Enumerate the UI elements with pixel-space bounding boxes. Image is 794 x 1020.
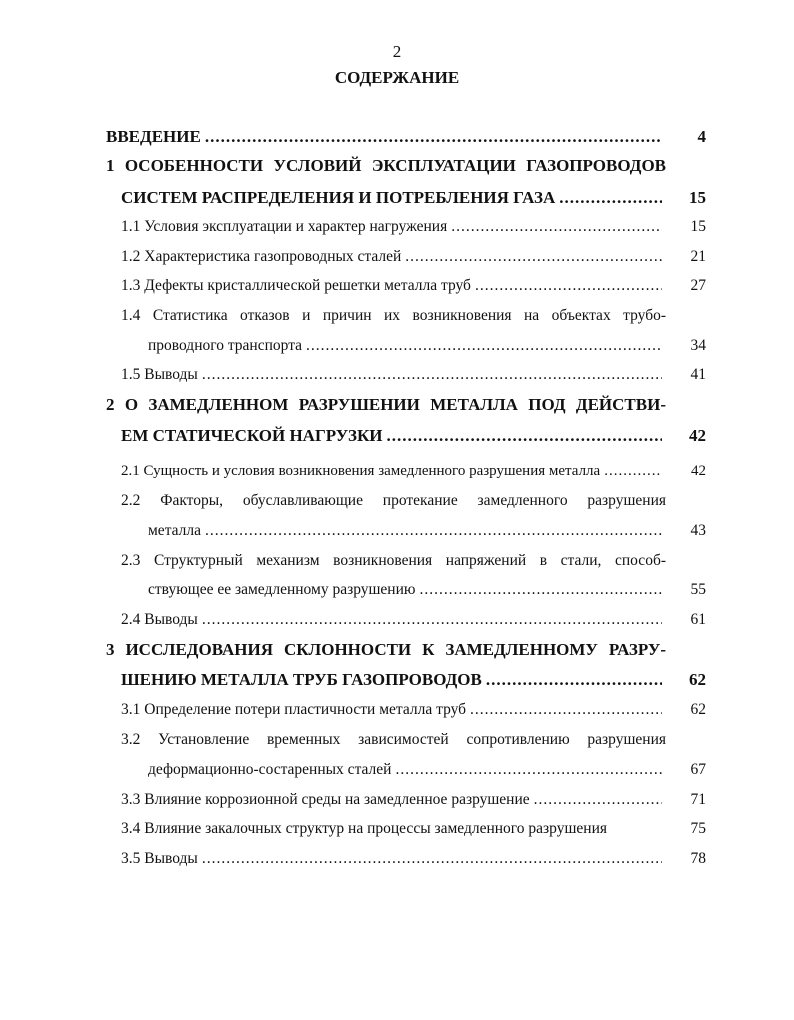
toc-entry-text: 1.5 Выводы xyxy=(121,366,198,383)
toc-entry-text: 3.3 Влияние коррозионной среды на замедленное разрушение xyxy=(121,791,530,808)
toc-entry-text: металла xyxy=(148,522,202,539)
toc-section-1-4-line-2[interactable] xyxy=(148,333,706,359)
toc-entry-text: 3.5 Выводы xyxy=(121,850,198,867)
toc-entry-introduction[interactable] xyxy=(106,124,706,150)
toc-section-3-2-line-1[interactable]: 3.2 Установление временных зависимостей сопротивлению разрушения xyxy=(121,731,666,748)
toc-entry-text: 3.4 Влияние закалочных структур на процессы замедленного разрушения xyxy=(121,820,607,837)
toc-entry-text: 1.1 Условия эксплуатации и характер нагружения xyxy=(121,218,448,235)
toc-entry-text: проводного транспорта xyxy=(148,337,303,354)
toc-page-number: 21 xyxy=(690,248,706,265)
toc-section-1-4-line-1[interactable]: 1.4 Статистика отказов и причин их возникновения на объектах трубо- xyxy=(121,307,666,324)
toc-section-3-2-line-2[interactable] xyxy=(148,757,706,783)
toc-entry-text: ствующее ее замедленному разрушению xyxy=(148,581,416,598)
toc-section-2-1[interactable] xyxy=(121,458,706,484)
toc-page-number: 4 xyxy=(697,127,706,146)
toc-section-3-4[interactable] xyxy=(121,816,706,842)
toc-page-number: 71 xyxy=(690,791,706,808)
toc-section-1-1[interactable] xyxy=(121,214,706,240)
toc-section-3-5[interactable] xyxy=(121,846,706,872)
toc-page-number: 15 xyxy=(689,188,706,207)
toc-section-3-3[interactable] xyxy=(121,787,706,813)
toc-page-number: 78 xyxy=(690,850,706,867)
toc-page-number: 34 xyxy=(690,337,706,354)
toc-entry-text: 2.1 Сущность и условия возникновения замедленного разрушения металла xyxy=(121,463,601,479)
toc-section-1-3[interactable] xyxy=(121,273,706,299)
toc-page-number: 42 xyxy=(689,426,706,445)
toc-entry-text: 2.4 Выводы xyxy=(121,611,198,628)
page-title: СОДЕРЖАНИЕ xyxy=(334,68,460,87)
page-number: 2 xyxy=(392,42,402,61)
toc-page-number: 75 xyxy=(690,820,706,837)
toc-page-number: 62 xyxy=(690,701,706,718)
toc-section-2-3-line-1[interactable]: 2.3 Структурный механизм возникновения напряжений в стали, способ- xyxy=(121,552,666,569)
toc-page-number: 15 xyxy=(690,218,706,235)
toc-entry-text: 1.3 Дефекты кристаллической решетки металла труб xyxy=(121,277,471,294)
toc-section-2-4[interactable] xyxy=(121,607,706,633)
toc-chapter-1-line-2[interactable] xyxy=(121,185,706,211)
toc-page-number: 27 xyxy=(690,277,706,294)
toc-page-number: 61 xyxy=(690,611,706,628)
toc-section-1-2[interactable] xyxy=(121,244,706,270)
toc-section-3-1[interactable] xyxy=(121,697,706,723)
toc-page-number: 42 xyxy=(691,463,706,479)
toc-entry-text: деформационно-состаренных сталей xyxy=(148,761,392,778)
toc-chapter-2-line-2[interactable] xyxy=(121,423,706,449)
toc-page-number: 43 xyxy=(690,522,706,539)
toc-section-2-2-line-1[interactable]: 2.2 Факторы, обуславливающие протекание замедленного разрушения xyxy=(121,492,666,509)
toc-chapter-2-line-1[interactable]: 2 О ЗАМЕДЛЕННОМ РАЗРУШЕНИИ МЕТАЛЛА ПОД ДЕЙСТВИ- xyxy=(106,395,666,414)
toc-page-number: 55 xyxy=(690,581,706,598)
toc-section-2-2-line-2[interactable] xyxy=(148,518,706,544)
toc-chapter-3-line-2[interactable] xyxy=(121,667,706,693)
toc-section-2-3-line-2[interactable] xyxy=(148,577,706,603)
toc-entry-text: 1.2 Характеристика газопроводных сталей xyxy=(121,248,402,265)
toc-entry-text: 3.1 Определение потери пластичности металла труб xyxy=(121,701,467,718)
toc-entry-text: СИСТЕМ РАСПРЕДЕЛЕНИЯ И ПОТРЕБЛЕНИЯ ГАЗА xyxy=(121,188,556,207)
toc-chapter-1-line-1[interactable]: 1 ОСОБЕННОСТИ УСЛОВИЙ ЭКСПЛУАТАЦИИ ГАЗОПРОВОДОВ xyxy=(106,156,666,175)
toc-entry-text: ВВЕДЕНИЕ xyxy=(106,127,201,146)
toc-entry-text: ШЕНИЮ МЕТАЛЛА ТРУБ ГАЗОПРОВОДОВ xyxy=(121,670,482,689)
toc-page-number: 41 xyxy=(690,366,706,383)
toc-entry-text: ЕМ СТАТИЧЕСКОЙ НАГРУЗКИ xyxy=(121,426,383,445)
toc-page-number: 62 xyxy=(689,670,706,689)
toc-section-1-5[interactable] xyxy=(121,362,706,388)
toc-chapter-3-line-1[interactable]: 3 ИССЛЕДОВАНИЯ СКЛОННОСТИ К ЗАМЕДЛЕННОМУ РАЗРУ- xyxy=(106,640,666,659)
toc-page-number: 67 xyxy=(690,761,706,778)
